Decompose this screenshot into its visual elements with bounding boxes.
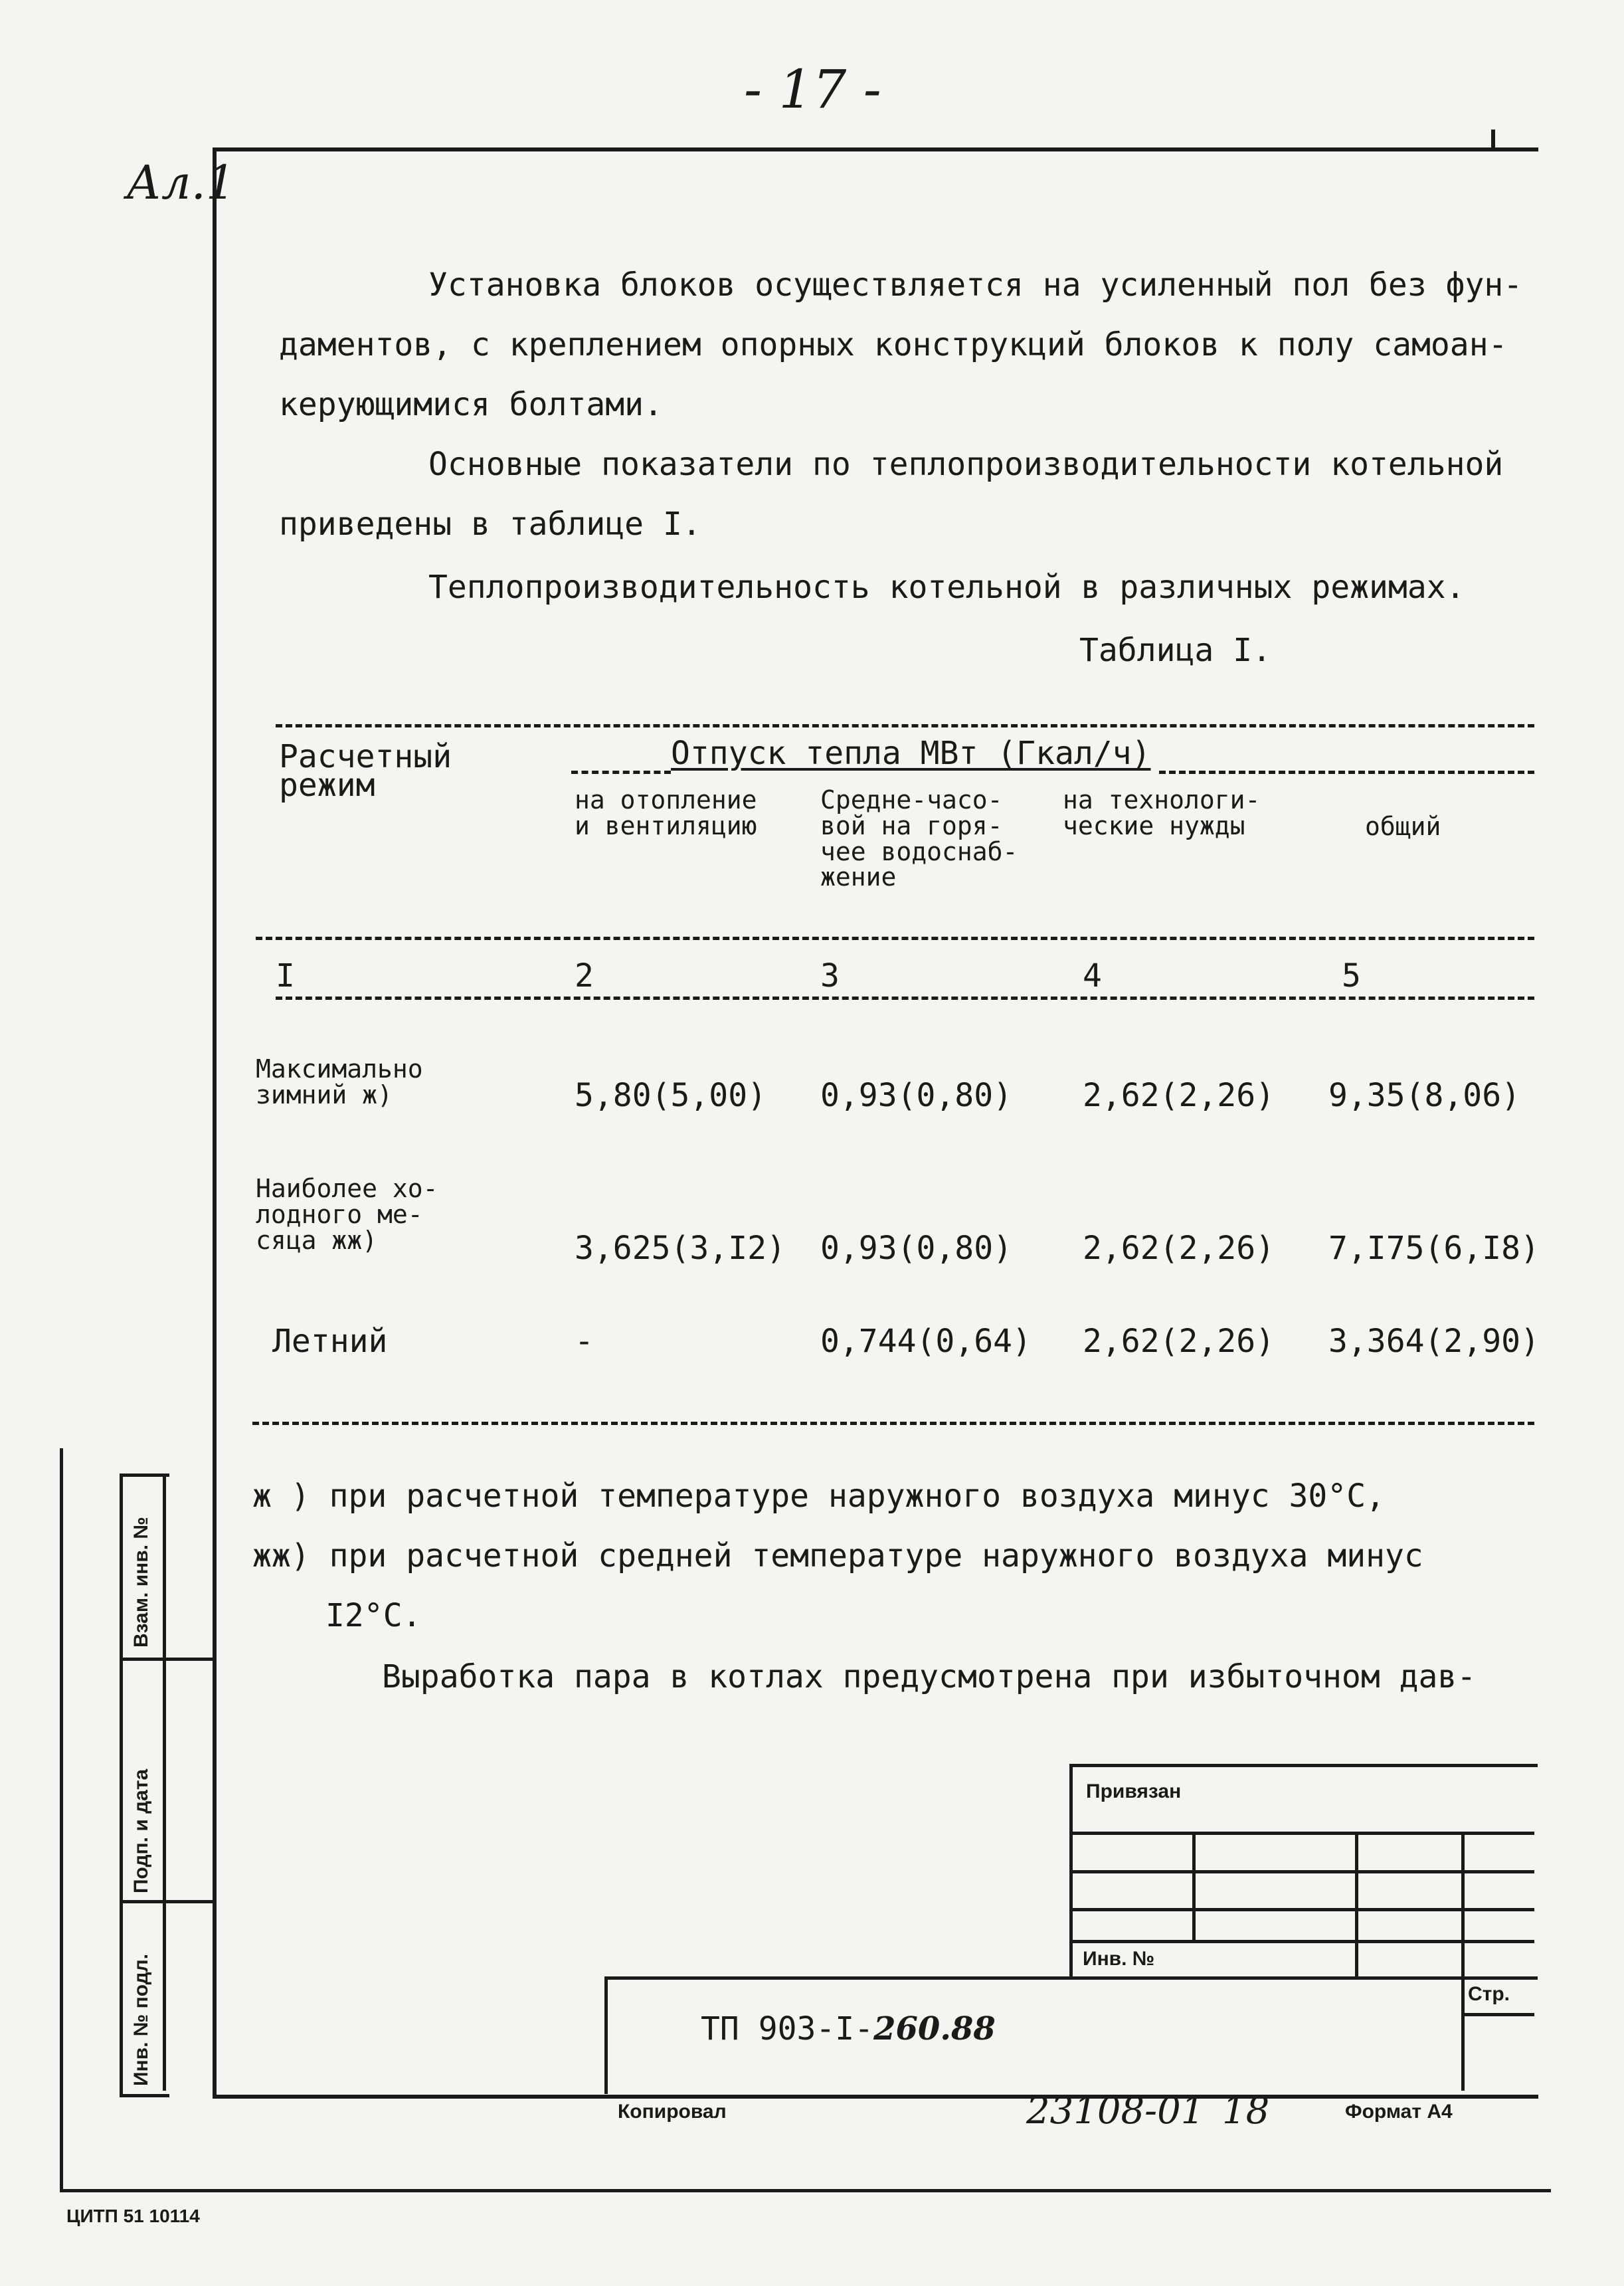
row2-c2: 3,625(3,I2) xyxy=(575,1230,786,1267)
header-col2-line2: и вентиляцию xyxy=(575,810,757,840)
header-group-dash-left xyxy=(571,771,671,774)
header-col2 xyxy=(575,787,757,839)
header-col4-line1: на технологи- xyxy=(1063,785,1261,814)
row3-c2: - xyxy=(575,1323,594,1360)
side-stamp-rule-1 xyxy=(120,1658,213,1661)
side-stamp-divider xyxy=(163,1474,166,2091)
col-number-2: 2 xyxy=(575,957,594,995)
attach-rule-3 xyxy=(1069,1908,1534,1911)
attach-rule-4 xyxy=(1069,1940,1534,1943)
row2-c3: 0,93(0,80) xyxy=(820,1230,1012,1267)
para1-line3: керующимися болтами. xyxy=(279,386,663,423)
side-stamp-b2: Подп. и дата xyxy=(130,1768,152,1893)
side-stamp-b3: Инв. № подл. xyxy=(130,1953,152,2086)
next-paragraph: Выработка пара в котлах предусмотрена при избыточном дав- xyxy=(382,1658,1477,1695)
table-label: Таблица I. xyxy=(1079,632,1271,669)
numbers-rule xyxy=(276,997,1534,1000)
table-bottom-rule xyxy=(252,1422,1534,1425)
para2-line1: Основные показатели по теплопроизводительности котельной xyxy=(428,446,1504,483)
header-col3-line4: жение xyxy=(820,862,897,892)
para1-line2: даментов, с креплением опорных конструкций блоков к полу самоан- xyxy=(279,326,1508,363)
sheet-mark: Ал.1 xyxy=(126,155,236,210)
table-caption: Теплопроизводительность котельной в различных режимах. xyxy=(428,569,1465,606)
row1-c3: 0,93(0,80) xyxy=(820,1077,1012,1114)
table-row xyxy=(256,1176,438,1253)
footnote-2-line1: жж) при расчетной средней температуре наружного воздуха минус xyxy=(252,1537,1423,1574)
header-mode-line2: режим xyxy=(279,767,375,804)
header-group: Отпуск тепла МВт (Гкал/ч) xyxy=(671,735,1151,772)
header-col3-line2: вой на горя- xyxy=(820,810,1003,840)
hand-sheet: 18 xyxy=(1222,2089,1270,2133)
header-col2-line1: на отопление xyxy=(575,785,757,814)
row3-c4: 2,62(2,26) xyxy=(1083,1323,1275,1360)
frame-tick xyxy=(1491,130,1495,149)
format-label: Формат А4 xyxy=(1345,2101,1453,2123)
side-stamp-rule-2 xyxy=(120,1900,213,1903)
col-number-3: 3 xyxy=(820,957,840,995)
attached-label: Привязан xyxy=(1086,1780,1182,1802)
inv-no-label: Инв. № xyxy=(1083,1948,1155,1970)
outer-bottom-line xyxy=(60,2189,1551,2192)
footnote-1: ж ) при расчетной температуре наружного воздуха минус 30°С, xyxy=(252,1477,1386,1515)
header-mode-line1: Расчетный xyxy=(279,738,452,775)
header-bottom-rule xyxy=(256,937,1534,940)
attach-rule-2 xyxy=(1069,1870,1534,1873)
row1-mode-line1: Максимально xyxy=(256,1054,423,1084)
attach-col-2 xyxy=(1355,1832,1358,1976)
row2-c4: 2,62(2,26) xyxy=(1083,1230,1275,1267)
row2-mode-line3: сяца жж) xyxy=(256,1225,378,1255)
col-number-1: I xyxy=(276,957,295,995)
side-stamp-b1: Взам. инв. № xyxy=(130,1517,152,1648)
row2-c5: 7,I75(6,I8) xyxy=(1328,1230,1540,1267)
header-col3 xyxy=(820,787,1018,890)
doc-code-handwritten: 260.88 xyxy=(873,2010,996,2048)
row1-mode-line2: зимний ж) xyxy=(256,1080,393,1109)
header-col3-line1: Средне-часо- xyxy=(820,785,1003,814)
col-number-4: 4 xyxy=(1083,957,1102,995)
hand-number: 23108-01 xyxy=(1026,2089,1205,2133)
footnote-2-line2: I2°С. xyxy=(325,1597,422,1634)
row3-c3: 0,744(0,64) xyxy=(820,1323,1032,1360)
sheet-rule xyxy=(1461,2013,1534,2016)
sheet-col xyxy=(1461,1976,1465,2091)
row1-c4: 2,62(2,26) xyxy=(1083,1077,1275,1114)
row3-c5: 3,364(2,90) xyxy=(1328,1323,1540,1360)
row2-mode-line1: Наиболее хо- xyxy=(256,1174,438,1203)
page-number: - 17 - xyxy=(744,58,881,120)
row1-c5: 9,35(8,06) xyxy=(1328,1077,1520,1114)
header-col4-line2: ческие нужды xyxy=(1063,810,1245,840)
sheet-label: Стр. xyxy=(1468,1983,1510,2005)
doc-code-printed: ТП 903-I- xyxy=(701,2010,874,2048)
row2-mode-line2: лодного ме- xyxy=(256,1199,423,1229)
para1-line1: Установка блоков осуществляется на усиленный пол без фун- xyxy=(428,266,1523,304)
para2-line2: приведены в таблице I. xyxy=(279,506,701,543)
row3-mode: Летний xyxy=(272,1323,388,1360)
attach-col-1 xyxy=(1192,1832,1196,1940)
printer-mark: ЦИТП 51 10114 xyxy=(66,2206,200,2226)
header-col5: общий xyxy=(1365,812,1441,841)
table-top-rule xyxy=(276,724,1534,727)
header-col3-line3: чее водоснаб- xyxy=(820,836,1018,866)
outer-left-line xyxy=(60,1448,63,2189)
col-number-5: 5 xyxy=(1342,957,1361,995)
header-col4 xyxy=(1063,787,1260,839)
attach-rule-1 xyxy=(1069,1832,1534,1835)
copied-label: Копировал xyxy=(618,2101,727,2123)
table-row xyxy=(256,1056,423,1108)
doc-code xyxy=(701,2010,996,2048)
attach-col-3 xyxy=(1461,1832,1465,1976)
row1-c2: 5,80(5,00) xyxy=(575,1077,767,1114)
header-group-dash-right xyxy=(1159,771,1534,774)
